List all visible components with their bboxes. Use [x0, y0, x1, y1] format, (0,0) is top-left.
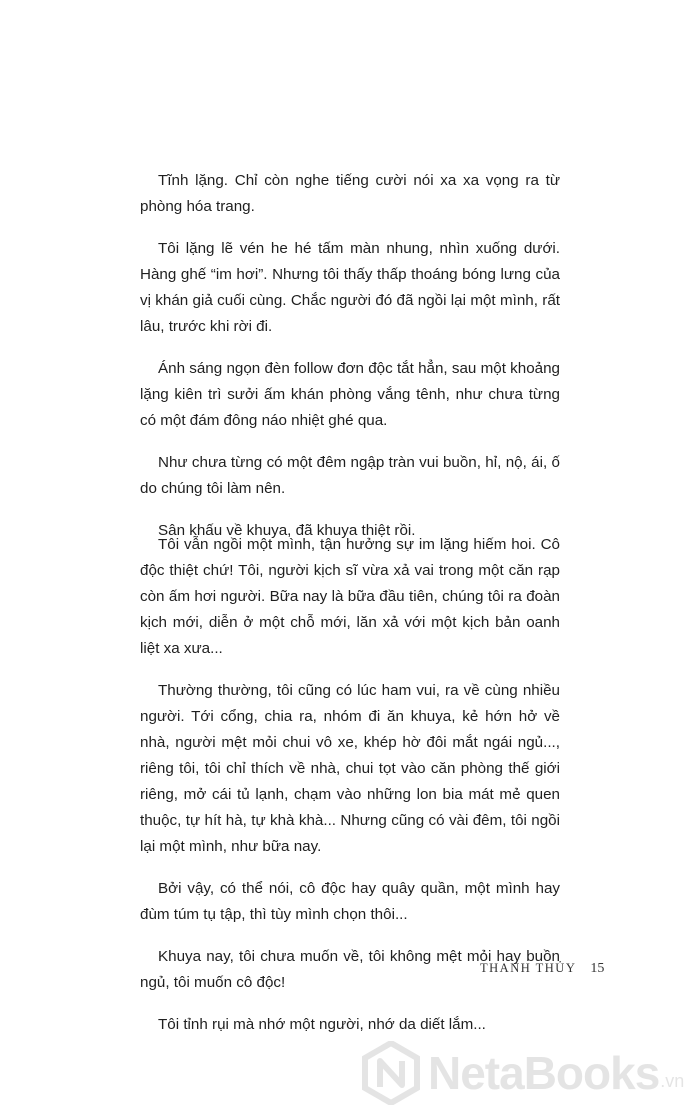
paragraph: Như chưa từng có một đêm ngập tràn vui buồn, hỉ, nộ, ái, ố do chúng tôi làm nên.	[140, 454, 560, 497]
paragraph: Bởi vậy, có thể nói, cô độc hay quây quần, một mình hay đùm túm tụ tập, thì tùy mình chọn thôi...	[140, 880, 560, 923]
watermark	[362, 1040, 692, 1106]
paragraph: Tôi lặng lẽ vén he hé tấm màn nhung, nhìn xuống dưới. Hàng ghế “im hơi”. Nhưng tôi thấy thấp thoáng bóng lưng của vị khán giả cuối cùng. Chắc người đó đã ngồi lại một mình, rất lâu, trước khi rời đi.	[140, 240, 560, 335]
paragraph: Tôi tỉnh rụi mà nhớ một người, nhớ da diết lắm...	[158, 1016, 486, 1033]
page-footer	[480, 961, 604, 977]
running-author: THANH THỦY	[480, 961, 577, 975]
paragraph: Thường thường, tôi cũng có lúc ham vui, ra về cùng nhiều người. Tới cổng, chia ra, nhóm đi ăn khuya, kẻ hớn hở về nhà, người mệt mỏi chui vô xe, khép hờ đôi mắt ngái ngủ..., riêng tôi, tôi chỉ thích về nhà, chui tọt vào căn phòng thế giới riêng, mở cái tủ lạnh, chạm vào những lon bia mát mẻ quen thuộc, tự hít hà, tự khà khà... Nhưng cũng có vài đêm, tôi ngồi lại một mình, như bữa nay.	[140, 682, 560, 855]
watermark-suffix: .vn	[660, 1071, 685, 1091]
netabooks-logo-icon	[362, 1041, 420, 1105]
paragraph: Tôi vẫn ngồi một mình, tận hưởng sự im lặng hiếm hoi. Cô độc thiệt chứ! Tôi, người kịch sĩ vừa xả vai trong một căn rạp còn ấm hơi người. Bữa nay là bữa đầu tiên, chúng tôi ra đoàn kịch mới, diễn ở một chỗ mới, lăn xả với một kịch bản oanh liệt xa xưa...	[140, 536, 560, 657]
text-section-1	[140, 168, 560, 560]
paragraph: Tĩnh lặng. Chỉ còn nghe tiếng cười nói xa xa vọng ra từ phòng hóa trang.	[140, 172, 560, 215]
paragraph: Sân khấu về khuya, đã khuya thiệt rồi.	[158, 522, 416, 539]
watermark-brand: NetaBooks	[428, 1047, 660, 1099]
paragraph: Ánh sáng ngọn đèn follow đơn độc tắt hẳn, sau một khoảng lặng kiên trì sưởi ấm khán phòng vắng tênh, như chưa từng có một đám đông náo nhiệt ghé qua.	[140, 360, 560, 429]
paragraph: Khuya nay, tôi chưa muốn về, tôi không mệt mỏi hay buồn ngủ, tôi muốn cô độc!	[140, 948, 560, 991]
page-number: 15	[590, 961, 605, 976]
